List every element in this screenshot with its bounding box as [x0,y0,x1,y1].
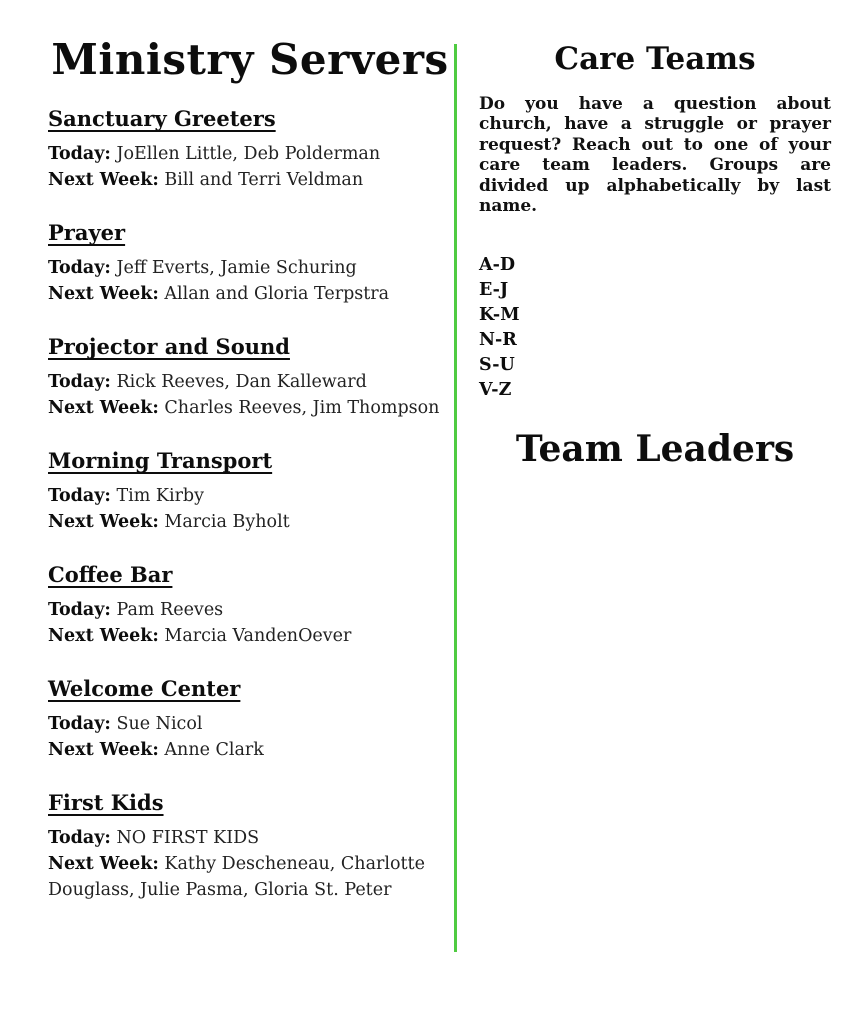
next-week-line [48,851,452,903]
care-group [479,303,831,328]
ministry-section-heading: Morning Transport [48,448,273,474]
next-week-label: Next Week: [48,740,159,761]
today-label: Today: [48,600,111,621]
column-divider [454,44,457,952]
ministry-servers-column [48,36,452,930]
next-week-names: Marcia VandenOever [164,626,352,647]
next-week-names: Bill and Terri Veldman [164,170,364,191]
next-week-names: Kathy Descheneau, Charlotte Douglass, Julie Pasma, Gloria St. Peter [48,854,425,901]
ministry-section [48,334,452,421]
ministry-section [48,562,452,649]
ministry-servers-title: Ministry Servers [51,35,449,84]
today-label: Today: [48,258,111,279]
care-teams-title: Care Teams [554,41,756,77]
today-label: Today: [48,828,111,849]
next-week-line [48,623,452,649]
today-label: Today: [48,486,111,507]
today-line [48,141,452,167]
today-label: Today: [48,714,111,735]
ministry-section [48,676,452,763]
ministry-section-heading: Sanctuary Greeters [48,106,276,132]
today-names: Sue Nicol [116,714,203,735]
next-week-names: Allan and Gloria Terpstra [164,284,390,305]
ministry-section [48,448,452,535]
ministry-section-heading: First Kids [48,790,164,816]
care-group-range: N-R [479,329,517,350]
care-group-range: V-Z [479,379,512,400]
today-line [48,825,452,851]
next-week-line [48,509,452,535]
today-line [48,255,452,281]
ministry-section-heading: Prayer [48,220,126,246]
ministry-section [48,220,452,307]
today-label: Today: [48,144,111,165]
ministry-section-heading: Coffee Bar [48,562,173,588]
today-names: Tim Kirby [116,486,205,507]
team-leaders-title: Team Leaders [515,427,795,470]
today-line [48,597,452,623]
care-groups-list [479,253,831,403]
ministry-sections-list [48,106,452,903]
next-week-label: Next Week: [48,512,159,533]
care-teams-column [479,36,831,488]
next-week-label: Next Week: [48,626,159,647]
care-group-range: A-D [479,254,516,275]
today-names: JoEllen Little, Deb Polderman [116,144,381,165]
care-group-range: E-J [479,279,509,300]
next-week-line [48,737,452,763]
today-line [48,369,452,395]
next-week-label: Next Week: [48,170,159,191]
next-week-line [48,167,452,193]
ministry-section-heading: Projector and Sound [48,334,290,360]
next-week-line [48,281,452,307]
ministry-section-heading: Welcome Center [48,676,241,702]
next-week-label: Next Week: [48,284,159,305]
care-group [479,353,831,378]
care-teams-intro: Do you have a question about church, have a struggle or prayer request? Reach out to one of your care team leaders. Groups are divided up alphabetically by last name. [479,93,831,217]
care-group-range: S-U [479,354,515,375]
care-group [479,278,831,303]
next-week-names: Charles Reeves, Jim Thompson [164,398,440,419]
ministry-section [48,106,452,193]
today-label: Today: [48,372,111,393]
next-week-label: Next Week: [48,398,159,419]
today-line [48,483,452,509]
next-week-line [48,395,452,421]
today-names: Rick Reeves, Dan Kalleward [116,372,367,393]
today-names: Pam Reeves [116,600,224,621]
ministry-section [48,790,452,903]
care-group [479,328,831,353]
care-group-range: K-M [479,304,520,325]
today-line [48,711,452,737]
next-week-label: Next Week: [48,854,159,875]
next-week-names: Anne Clark [164,740,264,761]
care-group [479,378,831,403]
today-names: Jeff Everts, Jamie Schuring [116,258,357,279]
next-week-names: Marcia Byholt [164,512,290,533]
today-names: NO FIRST KIDS [116,828,260,849]
care-group [479,253,831,278]
